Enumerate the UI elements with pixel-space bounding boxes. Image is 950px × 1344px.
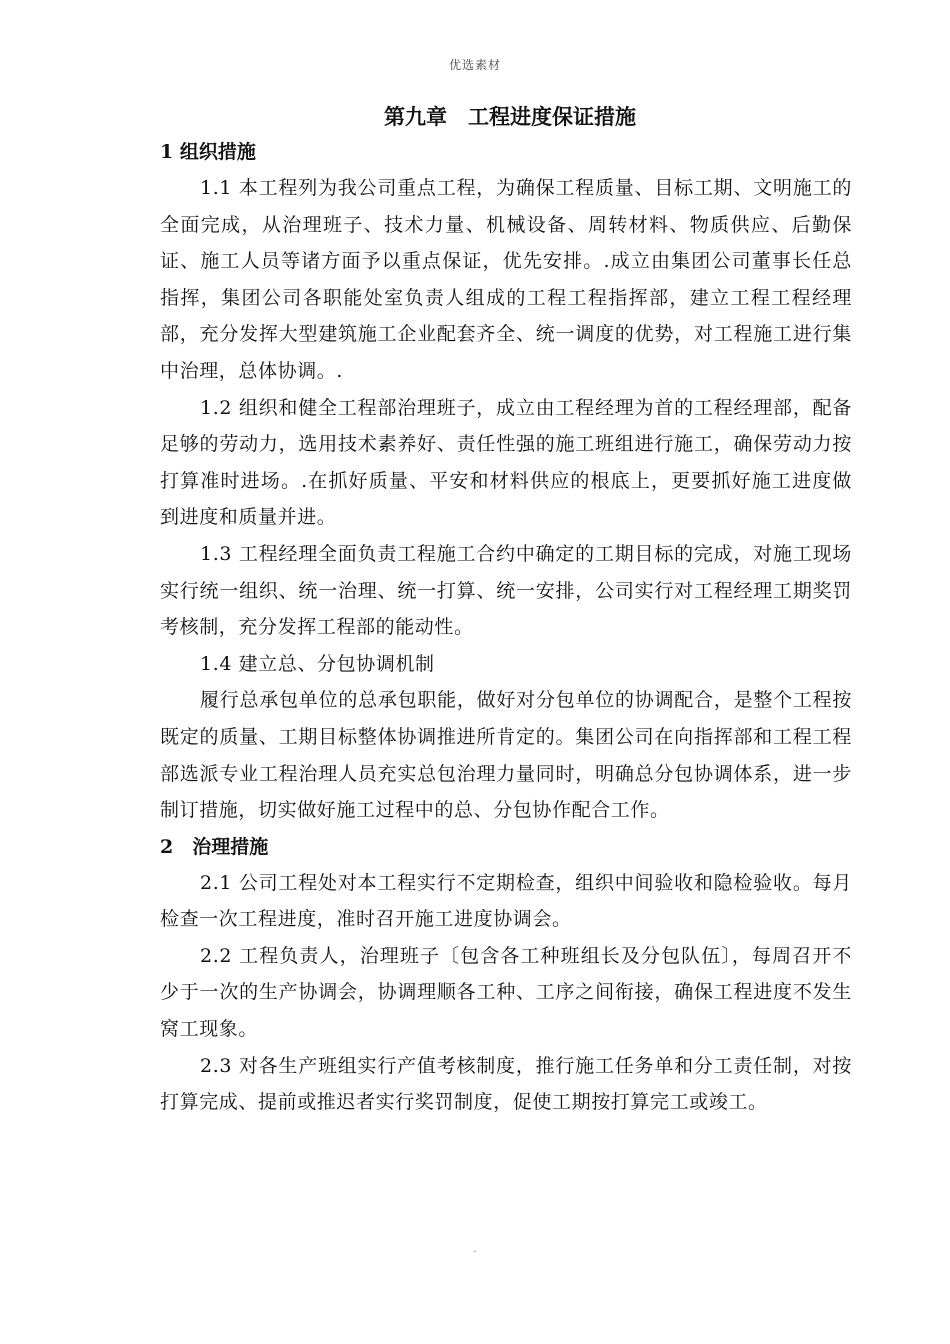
paragraph-2-1: 2.1 公司工程处对本工程实行不定期检查，组织中间验收和隐检验收。每月检查一次工程进度，准时召开施工进度协调会。 bbox=[160, 871, 852, 931]
paragraph-1-3: 1.3 工程经理全面负责工程施工合约中确定的工期目标的完成，对施工现场实行统一组织、统一治理、统一打算、统一安排，公司实行对工程经理工期奖罚考核制，充分发挥工程部的能动性。 bbox=[160, 542, 852, 639]
page-footer-mark: . bbox=[473, 1244, 477, 1255]
paragraph-1-2: 1.2 组织和健全工程部治理班子，成立由工程经理为首的工程经理部，配备足够的劳动力，选用技术素养好、责任性强的施工班组进行施工，确保劳动力按打算准时进场。.在抓好质量、平安和材料供应的根底上，更要抓好施工进度做到进度和质量并进。 bbox=[160, 396, 852, 529]
page-header-label: 优选素材 bbox=[448, 58, 501, 72]
paragraph-2-3: 2.3 对各生产班组实行产值考核制度，推行施工任务单和分工责任制，对按打算完成、提前或推迟者实行奖罚制度，促使工期按打算完工或竣工。 bbox=[160, 1054, 852, 1114]
chapter-title: 第九章 工程进度保证措施 bbox=[384, 104, 636, 129]
document-body bbox=[160, 100, 852, 1121]
paragraph-1-4: 履行总承包单位的总承包职能，做好对分包单位的协调配合，是整个工程按既定的质量、工期目标整体协调推进所肯定的。集团公司在向指挥部和工程工程部选派专业工程治理人员充实总包治理力量同时，明确总分包协调体系，进一步制订措施，切实做好施工过程中的总、分包协作配合工作。 bbox=[160, 689, 852, 822]
section-heading-1: 1 组织措施 bbox=[160, 141, 256, 163]
paragraph-1-1: 1.1 本工程列为我公司重点工程，为确保工程质量、目标工期、文明施工的全面完成，从治理班子、技术力量、机械设备、周转材料、物质供应、后勤保证、施工人员等诸方面予以重点保证，优先安排。.成立由集团公司董事长任总指挥，集团公司各职能处室负责人组成的工程工程指挥部，建立工程工程经理部，充分发挥大型建筑施工企业配套齐全、统一调度的优势，对工程施工进行集中治理，总体协调。. bbox=[160, 177, 852, 382]
subheading-1-4: 1.4 建立总、分包协调机制 bbox=[200, 652, 435, 675]
section-heading-2: 2 治理措施 bbox=[160, 835, 269, 858]
paragraph-2-2: 2.2 工程负责人，治理班子〔包含各工种班组长及分包队伍〕，每周召开不少于一次的生产协调会，协调理顺各工种、工序之间衔接，确保工程进度不发生窝工现象。 bbox=[160, 944, 852, 1041]
